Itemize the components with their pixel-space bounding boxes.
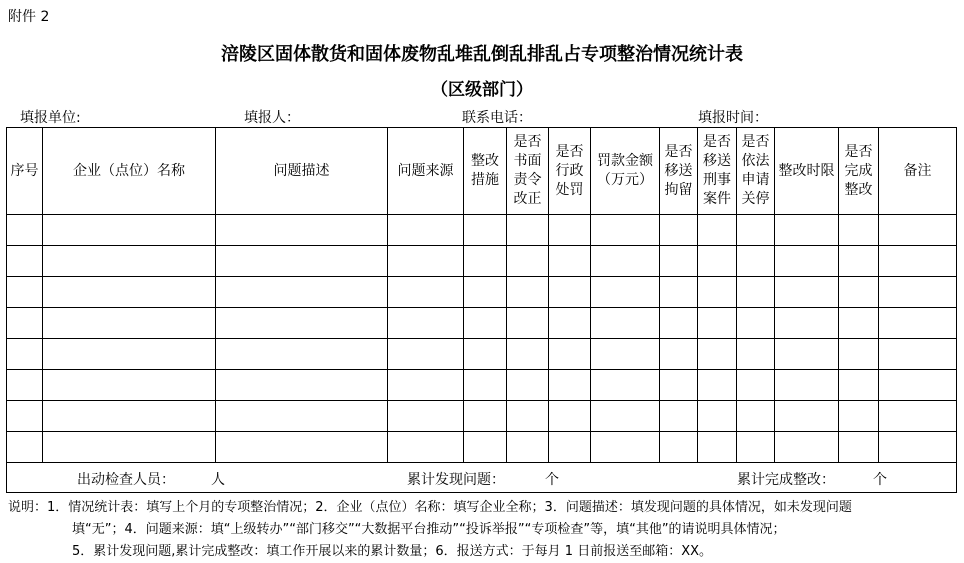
column-header <box>839 128 879 215</box>
table-cell[interactable] <box>879 215 957 246</box>
field-phone-label: 联系电话： <box>462 110 532 126</box>
column-header-line: 移送 <box>664 162 693 179</box>
summary-cell <box>7 463 957 493</box>
table-cell[interactable] <box>216 246 388 277</box>
table-cell[interactable] <box>839 308 879 339</box>
table-cell[interactable] <box>879 432 957 463</box>
table-cell[interactable] <box>591 401 660 432</box>
table-cell[interactable] <box>839 246 879 277</box>
table-row <box>7 339 957 370</box>
table-cell[interactable] <box>839 401 879 432</box>
column-header-line: 罚款金额 <box>597 153 653 169</box>
column-header-line: 整改 <box>471 153 499 169</box>
table-cell[interactable] <box>879 277 957 308</box>
column-header-line: 责令 <box>513 172 542 188</box>
table-cell[interactable] <box>7 308 43 339</box>
table-row <box>7 246 957 277</box>
table-cell[interactable] <box>879 308 957 339</box>
table-cell[interactable] <box>507 215 549 246</box>
field-time-label: 填报时间： <box>698 110 768 126</box>
table-cell[interactable] <box>507 401 549 432</box>
table-cell[interactable] <box>698 277 737 308</box>
note-line-1: 说明：1．情况统计表：填写上个月的专项整治情况；2．企业（点位）名称：填写企业全称；3．问题描述：填发现问题的具体情况，如未发现问题 <box>8 500 852 515</box>
completed-label: 累计完成整改： <box>737 472 835 488</box>
column-header-line: 依法 <box>741 153 770 169</box>
table-cell[interactable] <box>43 215 216 246</box>
table-cell[interactable] <box>591 246 660 277</box>
table-cell[interactable] <box>591 277 660 308</box>
table-cell[interactable] <box>43 370 216 401</box>
table-cell[interactable] <box>507 308 549 339</box>
summary-row <box>7 463 957 493</box>
table-cell[interactable] <box>464 401 507 432</box>
table-cell[interactable] <box>507 432 549 463</box>
note-line-2: 填“无”；4．问题来源：填“上级转办”“部门移交”“大数据平台推动”“投诉举报”“专项检查”等，填“其他”的请说明具体情况； <box>72 522 786 537</box>
table-cell[interactable] <box>464 432 507 463</box>
table-cell[interactable] <box>7 215 43 246</box>
table-cell[interactable] <box>507 277 549 308</box>
column-header-line: 问题来源 <box>397 162 454 179</box>
table-cell[interactable] <box>549 432 591 463</box>
column-header-line: 刑事 <box>703 172 731 188</box>
table-cell[interactable] <box>591 339 660 370</box>
column-header-line: 是否 <box>703 134 731 150</box>
table-cell[interactable] <box>775 401 839 432</box>
table-cell[interactable] <box>660 370 698 401</box>
column-header <box>507 128 549 215</box>
table-cell[interactable] <box>464 370 507 401</box>
column-header-line: 序号 <box>10 162 39 179</box>
table-cell[interactable] <box>43 339 216 370</box>
table-cell[interactable] <box>549 277 591 308</box>
table-cell[interactable] <box>549 339 591 370</box>
field-person-label: 填报人： <box>244 110 300 126</box>
table-cell[interactable] <box>43 277 216 308</box>
table-cell[interactable] <box>775 308 839 339</box>
table-cell[interactable] <box>216 401 388 432</box>
table-cell[interactable] <box>698 246 737 277</box>
column-header <box>775 128 839 215</box>
column-header <box>388 128 464 215</box>
column-header <box>7 128 43 215</box>
column-header <box>549 128 591 215</box>
table-cell[interactable] <box>737 308 775 339</box>
column-header-line: 书面 <box>513 153 542 169</box>
table-cell[interactable] <box>660 308 698 339</box>
table-row <box>7 401 957 432</box>
table-cell[interactable] <box>698 339 737 370</box>
column-header-line: 申请 <box>741 172 770 188</box>
statistics-table <box>6 127 957 493</box>
column-header-line: 企业（点位）名称 <box>73 162 185 179</box>
table-cell[interactable] <box>549 370 591 401</box>
table-cell[interactable] <box>737 432 775 463</box>
table-cell[interactable] <box>775 370 839 401</box>
table-cell[interactable] <box>388 370 464 401</box>
column-header <box>660 128 698 215</box>
column-header-line: 是否 <box>555 143 584 160</box>
column-header-line: 完成 <box>844 162 873 179</box>
column-header <box>698 128 737 215</box>
table-cell[interactable] <box>464 215 507 246</box>
table-cell[interactable] <box>216 308 388 339</box>
table-cell[interactable] <box>507 246 549 277</box>
table-row <box>7 277 957 308</box>
table-cell[interactable] <box>839 277 879 308</box>
table-cell[interactable] <box>549 308 591 339</box>
table-cell[interactable] <box>737 339 775 370</box>
table-cell[interactable] <box>7 339 43 370</box>
table-cell[interactable] <box>388 215 464 246</box>
table-cell[interactable] <box>591 215 660 246</box>
table-cell[interactable] <box>43 432 216 463</box>
table-cell[interactable] <box>879 339 957 370</box>
table-cell[interactable] <box>464 246 507 277</box>
table-cell[interactable] <box>737 215 775 246</box>
column-header <box>737 128 775 215</box>
table-cell[interactable] <box>737 246 775 277</box>
table-cell[interactable] <box>507 339 549 370</box>
table-cell[interactable] <box>775 277 839 308</box>
column-header-line: （万元） <box>597 172 653 188</box>
table-cell[interactable] <box>507 370 549 401</box>
table-cell[interactable] <box>698 215 737 246</box>
table-cell[interactable] <box>879 401 957 432</box>
column-header <box>43 128 216 215</box>
table-cell[interactable] <box>216 432 388 463</box>
table-cell[interactable] <box>43 401 216 432</box>
table-cell[interactable] <box>839 215 879 246</box>
table-cell[interactable] <box>7 432 43 463</box>
table-cell[interactable] <box>775 246 839 277</box>
page-subtitle: （区级部门） <box>431 80 533 100</box>
table-cell[interactable] <box>7 246 43 277</box>
table-cell[interactable] <box>7 277 43 308</box>
column-header-line: 措施 <box>471 172 499 188</box>
table-cell[interactable] <box>737 370 775 401</box>
column-header-line: 拘留 <box>664 181 693 198</box>
table-header-row <box>7 128 957 215</box>
table-cell[interactable] <box>464 308 507 339</box>
attachment-label: 附件 2 <box>8 9 50 25</box>
table-cell[interactable] <box>698 308 737 339</box>
table-cell[interactable] <box>775 432 839 463</box>
column-header-line: 是否 <box>844 143 873 160</box>
column-header <box>216 128 388 215</box>
table-cell[interactable] <box>388 277 464 308</box>
column-header-line: 问题描述 <box>273 162 330 179</box>
table-cell[interactable] <box>660 215 698 246</box>
table-cell[interactable] <box>591 370 660 401</box>
table-cell[interactable] <box>464 339 507 370</box>
table-cell[interactable] <box>388 401 464 432</box>
column-header <box>591 128 660 215</box>
found-problems-unit: 个 <box>545 472 559 488</box>
column-header-line: 是否 <box>513 134 542 150</box>
table-cell[interactable] <box>879 370 957 401</box>
page-title: 涪陵区固体散货和固体废物乱堆乱倒乱排乱占专项整治情况统计表 <box>221 44 743 65</box>
table-cell[interactable] <box>737 401 775 432</box>
column-header-line: 是否 <box>664 143 693 160</box>
table-cell[interactable] <box>464 277 507 308</box>
note-line-3: 5．累计发现问题,累计完成整改：填工作开展以来的累计数量；6．报送方式：于每月 1 日前报送至邮箱：XX。 <box>72 544 713 559</box>
column-header-line: 是否 <box>741 134 770 150</box>
table-cell[interactable] <box>698 432 737 463</box>
table-cell[interactable] <box>43 308 216 339</box>
table-cell[interactable] <box>660 339 698 370</box>
table-cell[interactable] <box>660 401 698 432</box>
table-cell[interactable] <box>660 432 698 463</box>
table-row <box>7 370 957 401</box>
table-cell[interactable] <box>698 401 737 432</box>
table-cell[interactable] <box>775 215 839 246</box>
table-row <box>7 308 957 339</box>
field-unit-label: 填报单位: <box>20 110 81 126</box>
column-header-line: 案件 <box>703 191 731 207</box>
column-header <box>464 128 507 215</box>
table-row <box>7 215 957 246</box>
table-cell[interactable] <box>839 432 879 463</box>
table-cell[interactable] <box>839 339 879 370</box>
table-cell[interactable] <box>388 308 464 339</box>
table-cell[interactable] <box>839 370 879 401</box>
table-cell[interactable] <box>660 246 698 277</box>
table-cell[interactable] <box>698 370 737 401</box>
table-cell[interactable] <box>549 401 591 432</box>
table-row <box>7 432 957 463</box>
column-header-line: 备注 <box>903 162 932 179</box>
table-cell[interactable] <box>388 246 464 277</box>
table-cell[interactable] <box>775 339 839 370</box>
table-cell[interactable] <box>43 246 216 277</box>
column-header-line: 关停 <box>741 191 770 207</box>
table-cell[interactable] <box>388 432 464 463</box>
table-cell[interactable] <box>216 370 388 401</box>
table-cell[interactable] <box>660 277 698 308</box>
table-cell[interactable] <box>7 401 43 432</box>
inspectors-label: 出动检查人员： <box>77 472 175 488</box>
column-header-line: 处罚 <box>555 181 584 198</box>
inspectors-unit: 人 <box>211 472 225 488</box>
table-cell[interactable] <box>7 370 43 401</box>
column-header-line: 行政 <box>555 162 584 179</box>
table-cell[interactable] <box>216 215 388 246</box>
column-header-line: 移送 <box>703 153 731 169</box>
table-cell[interactable] <box>388 339 464 370</box>
column-header-line: 整改时限 <box>778 162 835 179</box>
column-header <box>879 128 957 215</box>
table-cell[interactable] <box>216 277 388 308</box>
found-problems-label: 累计发现问题： <box>407 472 505 488</box>
table-cell[interactable] <box>549 215 591 246</box>
table-cell[interactable] <box>737 277 775 308</box>
table-cell[interactable] <box>216 339 388 370</box>
table-cell[interactable] <box>591 308 660 339</box>
table-cell[interactable] <box>879 246 957 277</box>
column-header-line: 改正 <box>513 191 542 207</box>
table-cell[interactable] <box>591 432 660 463</box>
column-header-line: 整改 <box>844 181 873 198</box>
table-cell[interactable] <box>549 246 591 277</box>
completed-unit: 个 <box>873 472 887 488</box>
